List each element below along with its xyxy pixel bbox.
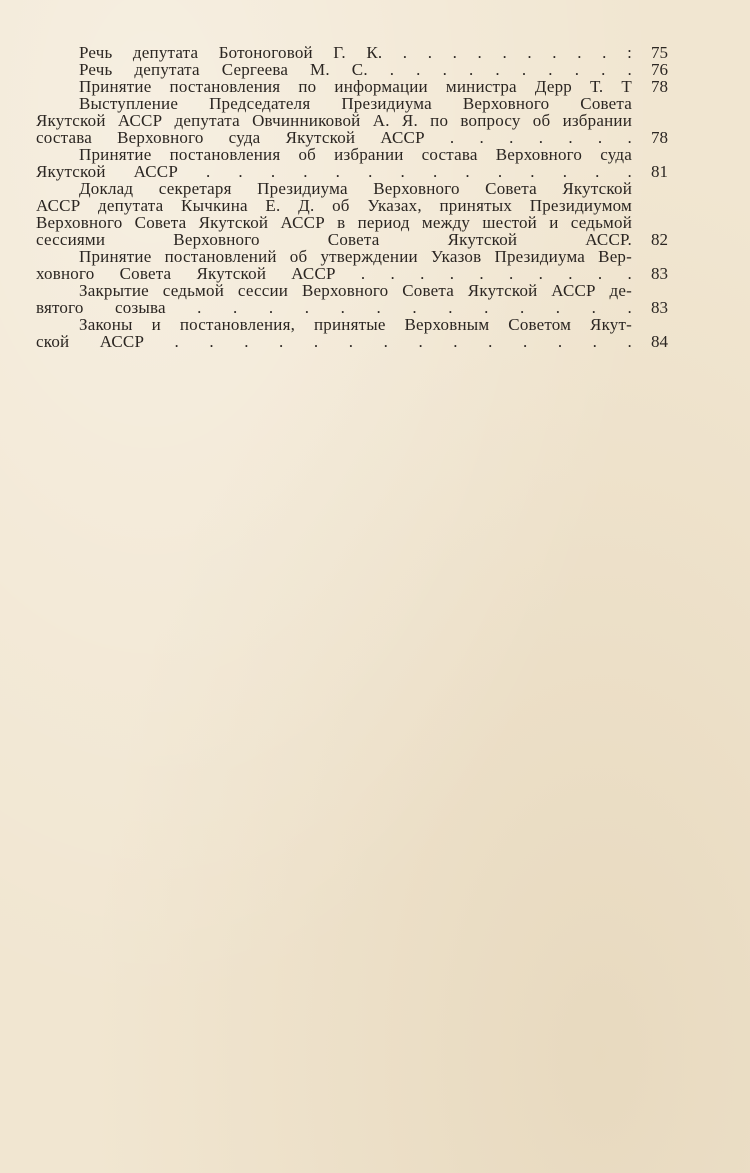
- toc-entry-line: Принятие постановления по информации министра Дерр Т. Т: [79, 77, 632, 96]
- toc-entry-line: Принятие постановлений об утверждении Указов Президиума Вер-: [79, 247, 632, 266]
- toc-entry-line: Выступление Председателя Президиума Верховного Совета: [79, 94, 632, 113]
- toc-entry-line: Принятие постановления об избрании состава Верховного суда: [79, 145, 632, 164]
- toc-entry-line: Речь депутата Сергеева М. С. . . . . . . . . . .: [79, 60, 632, 79]
- toc-entry-line: состава Верховного суда Якутской АССР . . . . . . .: [36, 128, 632, 147]
- toc-entry-title: [36, 248, 632, 282]
- toc-entry-title: [36, 78, 632, 95]
- toc-entry-title: [36, 316, 632, 350]
- toc-entry: [36, 61, 668, 78]
- toc-entry-line: Речь депутата Ботоноговой Г. К. . . . . . . . . . :: [79, 43, 632, 62]
- table-of-contents-page: [36, 44, 668, 350]
- toc-entry: [36, 95, 668, 146]
- toc-entry-page-number: 76: [651, 60, 668, 79]
- toc-entry-line: ховного Совета Якутской АССР . . . . . . . . . .: [36, 264, 632, 283]
- toc-entry-title: [36, 44, 632, 61]
- toc-entry-page-number: 75: [651, 43, 668, 62]
- toc-entry-title: [36, 180, 632, 248]
- toc-entry-line: АССР депутата Кычкина Е. Д. об Указах, принятых Президиумом: [36, 196, 632, 215]
- toc-entry-line: сессиями Верховного Совета Якутской АССР.: [36, 230, 632, 249]
- toc-entry: [36, 78, 668, 95]
- toc-entry: [36, 44, 668, 61]
- toc-entry-line: Якутской АССР депутата Овчинниковой А. Я. по вопросу об избрании: [36, 111, 632, 130]
- toc-entry-line: Законы и постановления, принятые Верховным Советом Якут-: [79, 315, 632, 334]
- toc-entry: [36, 282, 668, 316]
- toc-entry-line: Верховного Совета Якутской АССР в период между шестой и седьмой: [36, 213, 632, 232]
- toc-list: [36, 44, 668, 350]
- toc-entry: [36, 146, 668, 180]
- toc-entry-page-number: 81: [651, 162, 668, 181]
- toc-entry-page-number: 83: [651, 264, 668, 283]
- toc-entry-line: вятого созыва . . . . . . . . . . . . .: [36, 298, 632, 317]
- toc-entry-title: [36, 146, 632, 180]
- toc-entry-line: Доклад секретаря Президиума Верховного Совета Якутской: [79, 179, 632, 198]
- toc-entry-page-number: 84: [651, 332, 668, 351]
- toc-entry-title: [36, 61, 632, 78]
- toc-entry-page-number: 78: [651, 128, 668, 147]
- toc-entry-title: [36, 95, 632, 146]
- toc-entry-line: ской АССР . . . . . . . . . . . . . .: [36, 332, 632, 351]
- toc-entry-title: [36, 282, 632, 316]
- toc-entry-page-number: 82: [651, 230, 668, 249]
- toc-entry-line: Якутской АССР . . . . . . . . . . . . . .: [36, 162, 632, 181]
- toc-entry-page-number: 83: [651, 298, 668, 317]
- toc-entry-line: Закрытие седьмой сессии Верховного Совета Якутской АССР де-: [79, 281, 632, 300]
- toc-entry: [36, 248, 668, 282]
- toc-entry: [36, 316, 668, 350]
- toc-entry: [36, 180, 668, 248]
- toc-entry-page-number: 78: [651, 77, 668, 96]
